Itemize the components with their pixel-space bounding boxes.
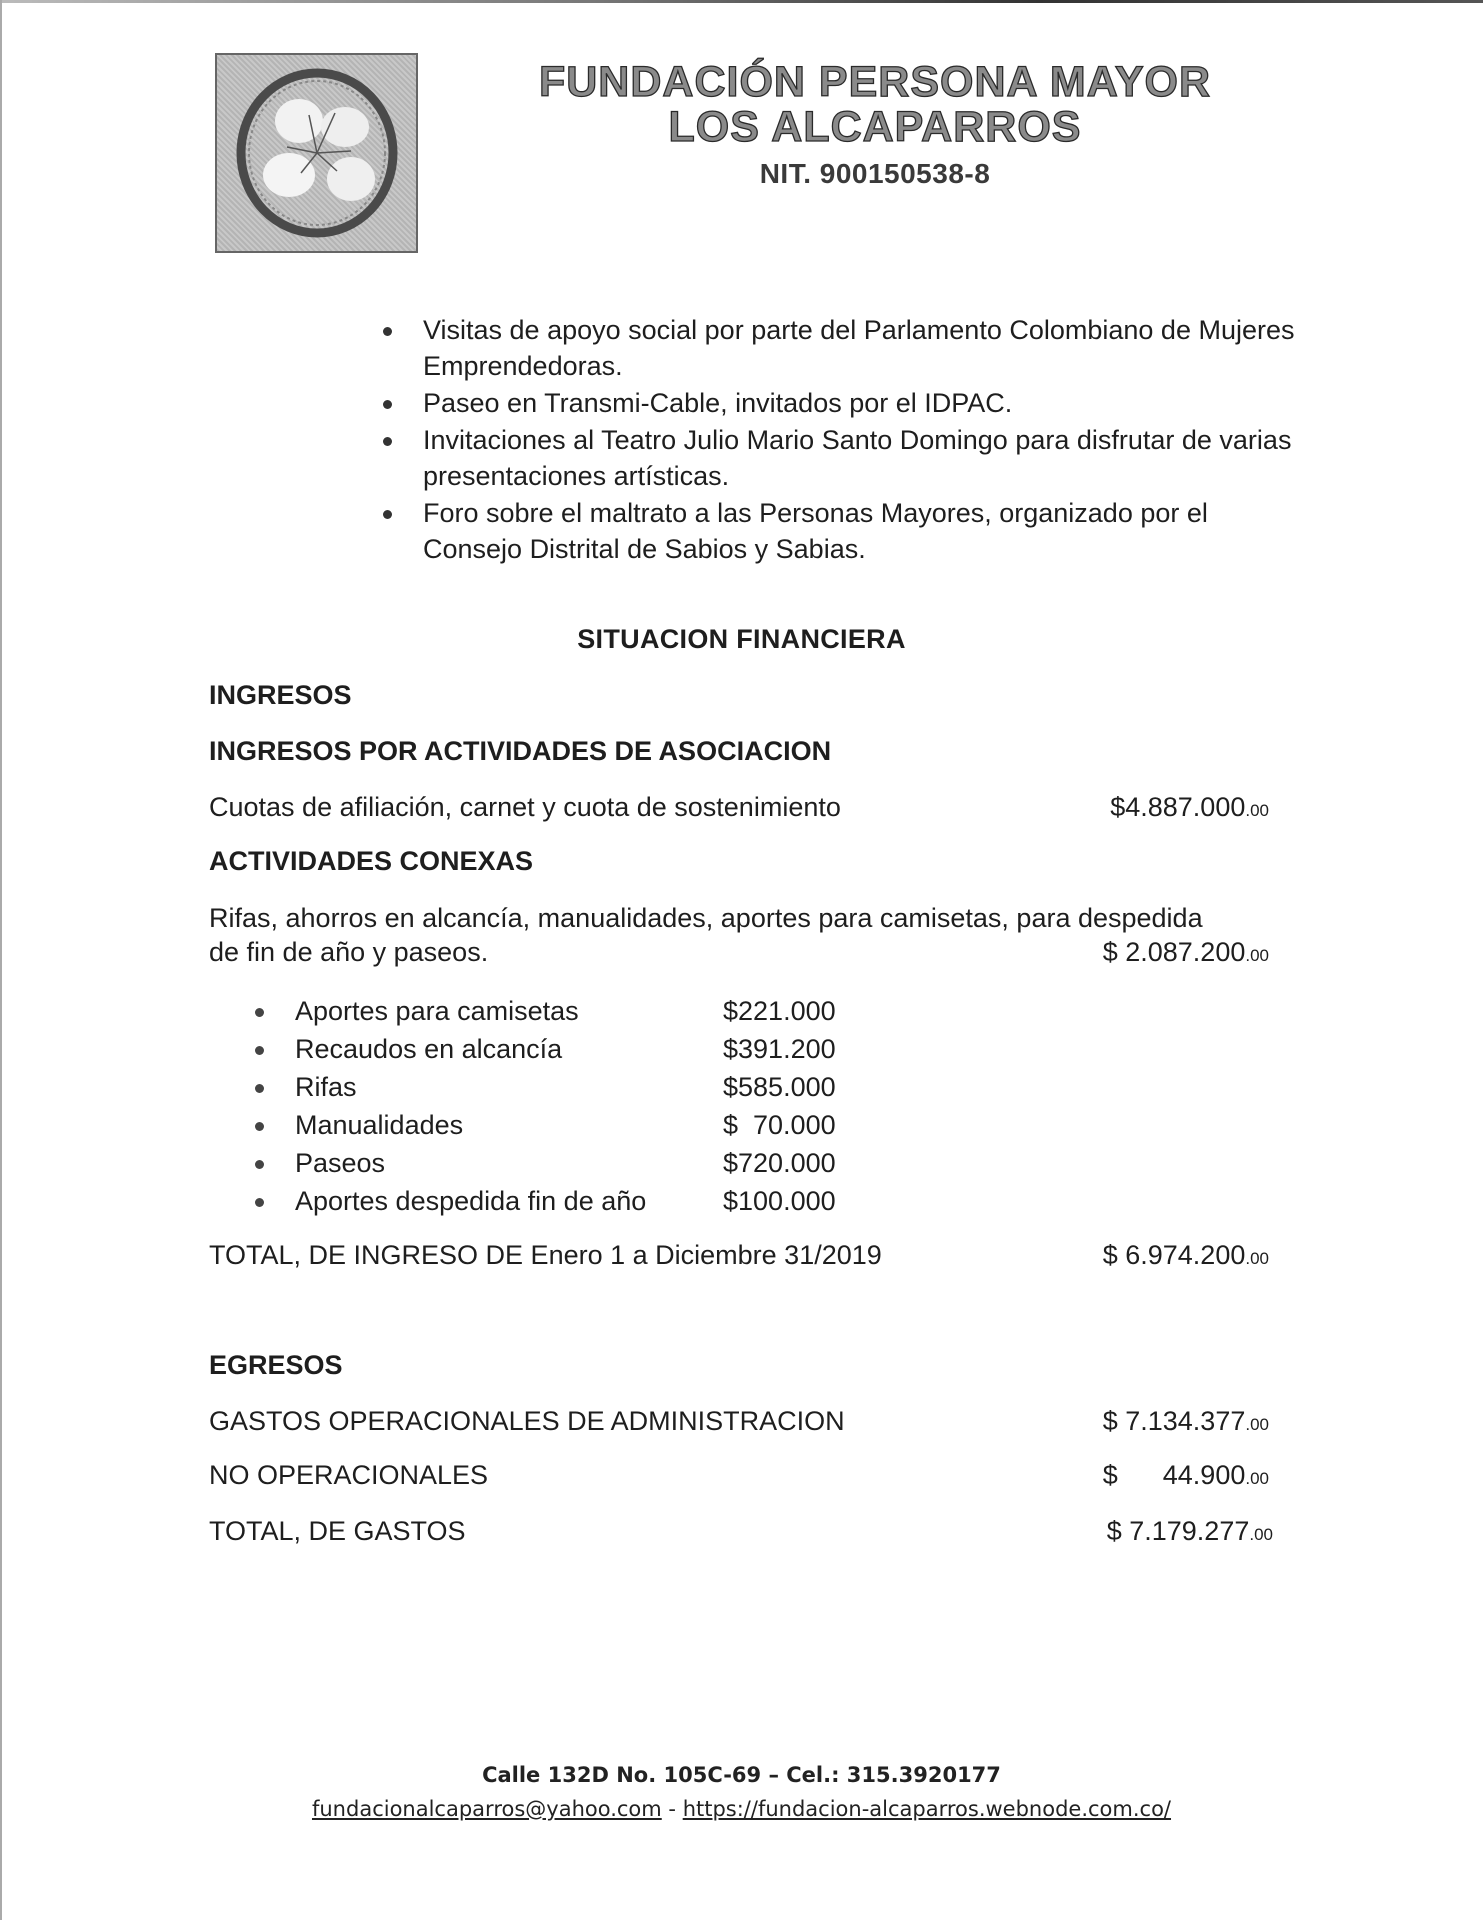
activity-item: Invitaciones al Teatro Julio Mario Santo Domingo para disfrutar de varias presentaciones artísticas. bbox=[378, 422, 1298, 494]
email-link[interactable]: fundacionalcaparros@yahoo.com bbox=[311, 1797, 662, 1821]
related-activities-row bbox=[209, 935, 1269, 969]
breakdown-label: Paseos bbox=[295, 1148, 386, 1178]
breakdown-amount: $100.000 bbox=[723, 1186, 836, 1216]
related-activities-heading: ACTIVIDADES CONEXAS bbox=[209, 846, 534, 876]
related-activities-desc-line1: Rifas, ahorros en alcancía, manualidades, aportes para camisetas, para despedida bbox=[209, 903, 1203, 933]
tax-id: NIT. 900150538-8 bbox=[759, 158, 991, 189]
non-operational-expenses-label: NO OPERACIONALES bbox=[209, 1460, 489, 1490]
scan-border-top bbox=[0, 0, 1483, 3]
breakdown-label: Manualidades bbox=[295, 1110, 464, 1140]
breakdown-item bbox=[250, 1069, 890, 1107]
breakdown-amount: $ 70.000 bbox=[723, 1110, 836, 1140]
breakdown-amount: $720.000 bbox=[723, 1148, 836, 1178]
breakdown-item bbox=[250, 1183, 890, 1221]
expenses-total-amount: $ 7.179.277.00 bbox=[1106, 1516, 1273, 1546]
organization-title: FUNDACIÓN PERSONA MAYOR bbox=[538, 58, 1212, 106]
breakdown-amount: $585.000 bbox=[723, 1072, 836, 1102]
footer-contact bbox=[0, 1797, 1483, 1821]
association-income-heading: INGRESOS POR ACTIVIDADES DE ASOCIACION bbox=[209, 736, 832, 766]
association-income-label: Cuotas de afiliación, carnet y cuota de sostenimiento bbox=[209, 792, 841, 822]
association-income-amount: $4.887.000.00 bbox=[1110, 792, 1269, 822]
operational-expenses-amount: $ 7.134.377.00 bbox=[1102, 1406, 1269, 1436]
breakdown-label: Aportes despedida fin de año bbox=[295, 1186, 647, 1216]
activities-list bbox=[378, 312, 1298, 568]
breakdown-label: Aportes para camisetas bbox=[295, 996, 579, 1026]
operational-expenses-row bbox=[209, 1404, 1269, 1438]
organization-subtitle: LOS ALCAPARROS bbox=[668, 103, 1082, 151]
non-operational-expenses-row bbox=[209, 1458, 1269, 1492]
non-operational-expenses-amount: $ 44.900.00 bbox=[1102, 1460, 1269, 1490]
breakdown-label: Recaudos en alcancía bbox=[295, 1034, 563, 1064]
related-activities-amount: $ 2.087.200.00 bbox=[1102, 937, 1269, 967]
related-activities-breakdown bbox=[250, 993, 890, 1221]
footer-address: Calle 132D No. 105C-69 – Cel.: 315.3920177 bbox=[482, 1763, 1001, 1787]
financial-section-title: SITUACION FINANCIERA bbox=[577, 624, 906, 654]
activity-item: Visitas de apoyo social por parte del Parlamento Colombiano de Mujeres Emprendedoras. bbox=[378, 312, 1298, 384]
breakdown-amount: $391.200 bbox=[723, 1034, 836, 1064]
income-total-row bbox=[209, 1238, 1269, 1272]
footer-separator: - bbox=[661, 1797, 683, 1821]
related-activities-desc-line2: de fin de año y paseos. bbox=[209, 937, 489, 967]
expenses-heading: EGRESOS bbox=[209, 1350, 343, 1380]
breakdown-label: Rifas bbox=[295, 1072, 357, 1102]
income-total-label: TOTAL, DE INGRESO DE Enero 1 a Diciembre 31/2019 bbox=[209, 1240, 882, 1270]
breakdown-item bbox=[250, 993, 890, 1031]
operational-expenses-label: GASTOS OPERACIONALES DE ADMINISTRACION bbox=[209, 1406, 845, 1436]
website-link[interactable]: https://fundacion-alcaparros.webnode.com.co/ bbox=[682, 1797, 1172, 1821]
activity-item: Foro sobre el maltrato a las Personas Mayores, organizado por el Consejo Distrital de Sabios y Sabias. bbox=[378, 495, 1298, 567]
breakdown-item bbox=[250, 1031, 890, 1069]
income-heading: INGRESOS bbox=[209, 680, 352, 710]
income-total-amount: $ 6.974.200.00 bbox=[1102, 1240, 1269, 1270]
expenses-total-label: TOTAL, DE GASTOS bbox=[209, 1516, 466, 1546]
flower-seal-logo-icon bbox=[215, 53, 418, 253]
activity-item: Paseo en Transmi-Cable, invitados por el IDPAC. bbox=[378, 385, 1298, 421]
association-income-row bbox=[209, 790, 1269, 824]
breakdown-item bbox=[250, 1145, 890, 1183]
breakdown-amount: $221.000 bbox=[723, 996, 836, 1026]
expenses-total-row bbox=[209, 1514, 1273, 1548]
breakdown-item bbox=[250, 1107, 890, 1145]
scan-border-left bbox=[0, 0, 2, 1920]
